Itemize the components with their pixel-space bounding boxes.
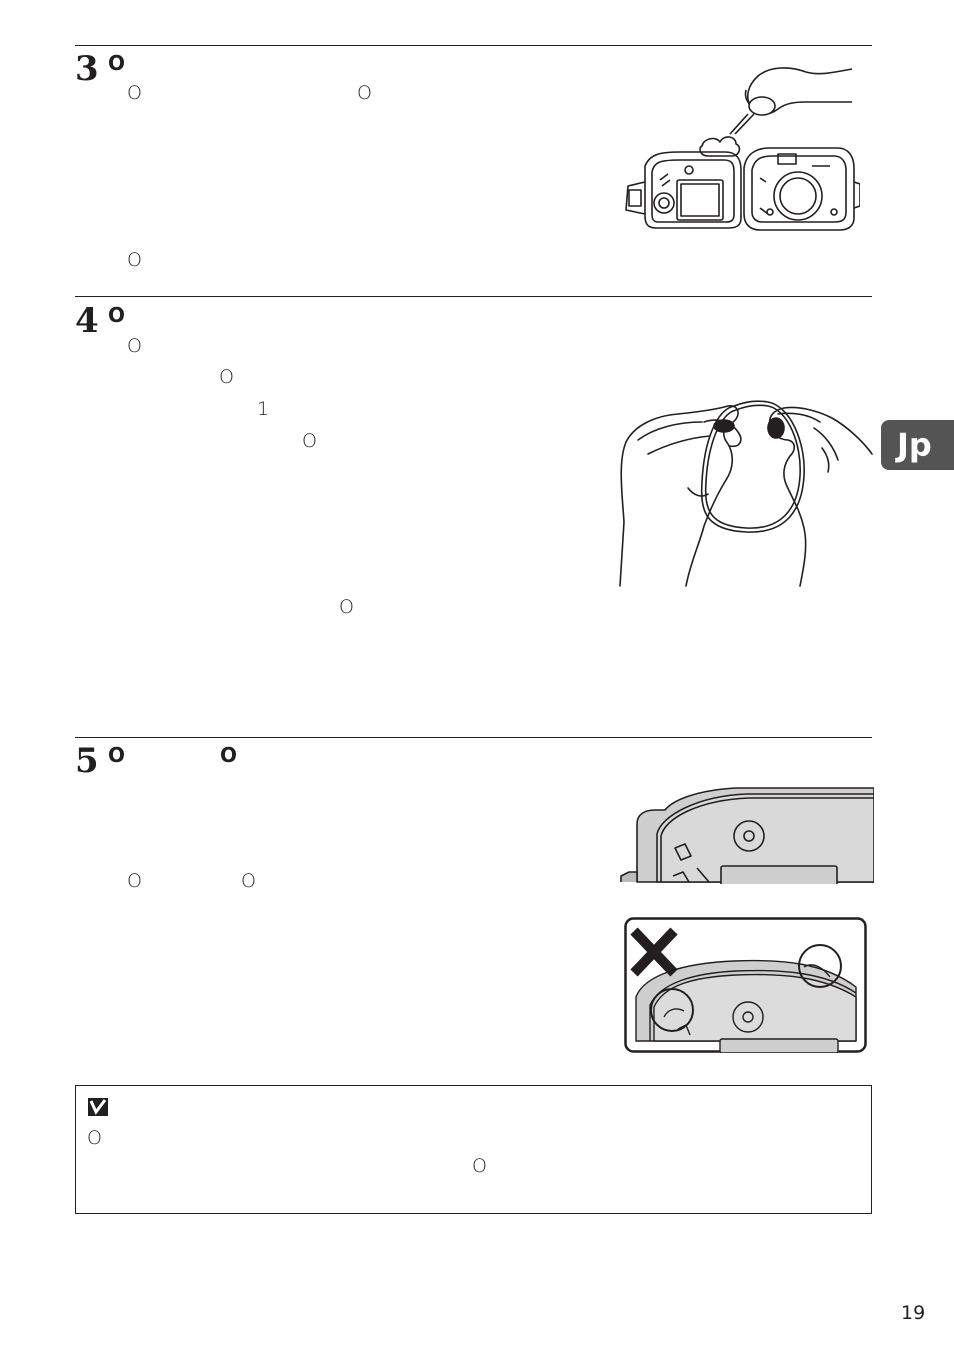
caution-check-icon	[88, 1098, 108, 1116]
o-ring-hands-illustration	[618, 392, 874, 588]
step-5-marker-2: O	[241, 870, 256, 892]
caution-note-box	[75, 1085, 872, 1214]
step-3-heading-o: O	[108, 51, 126, 75]
page-number: 19	[901, 1302, 926, 1324]
step-4-marker-1: O	[127, 335, 142, 357]
step-3-marker-1: O	[127, 82, 142, 104]
language-tab: Jp	[881, 420, 954, 470]
rule-step-4	[75, 296, 872, 297]
step-4-marker-3: 1	[257, 398, 270, 420]
note-marker-1: O	[87, 1127, 102, 1149]
rule-step-3	[75, 45, 872, 46]
o-ring-incorrect-illustration	[624, 917, 867, 1053]
o-ring-seated-illustration	[617, 784, 874, 884]
step-5-heading-o2: O	[220, 743, 238, 767]
note-marker-2: O	[472, 1155, 487, 1177]
rule-step-5	[75, 737, 872, 738]
step-4-marker-2: O	[219, 366, 234, 388]
step-4-marker-5: O	[339, 596, 354, 618]
step-4-number: 4	[75, 301, 99, 341]
step-3-number: 3	[75, 49, 99, 89]
step-5-heading-o: O	[108, 743, 126, 767]
step-3-marker-2: O	[357, 82, 372, 104]
step-4-heading-o: O	[108, 303, 126, 327]
step-4-marker-4: O	[302, 430, 317, 452]
open-housing-illustration	[620, 62, 860, 234]
step-3-marker-3: O	[127, 249, 142, 271]
step-5-marker-1: O	[127, 870, 142, 892]
step-5-number: 5	[75, 741, 99, 781]
